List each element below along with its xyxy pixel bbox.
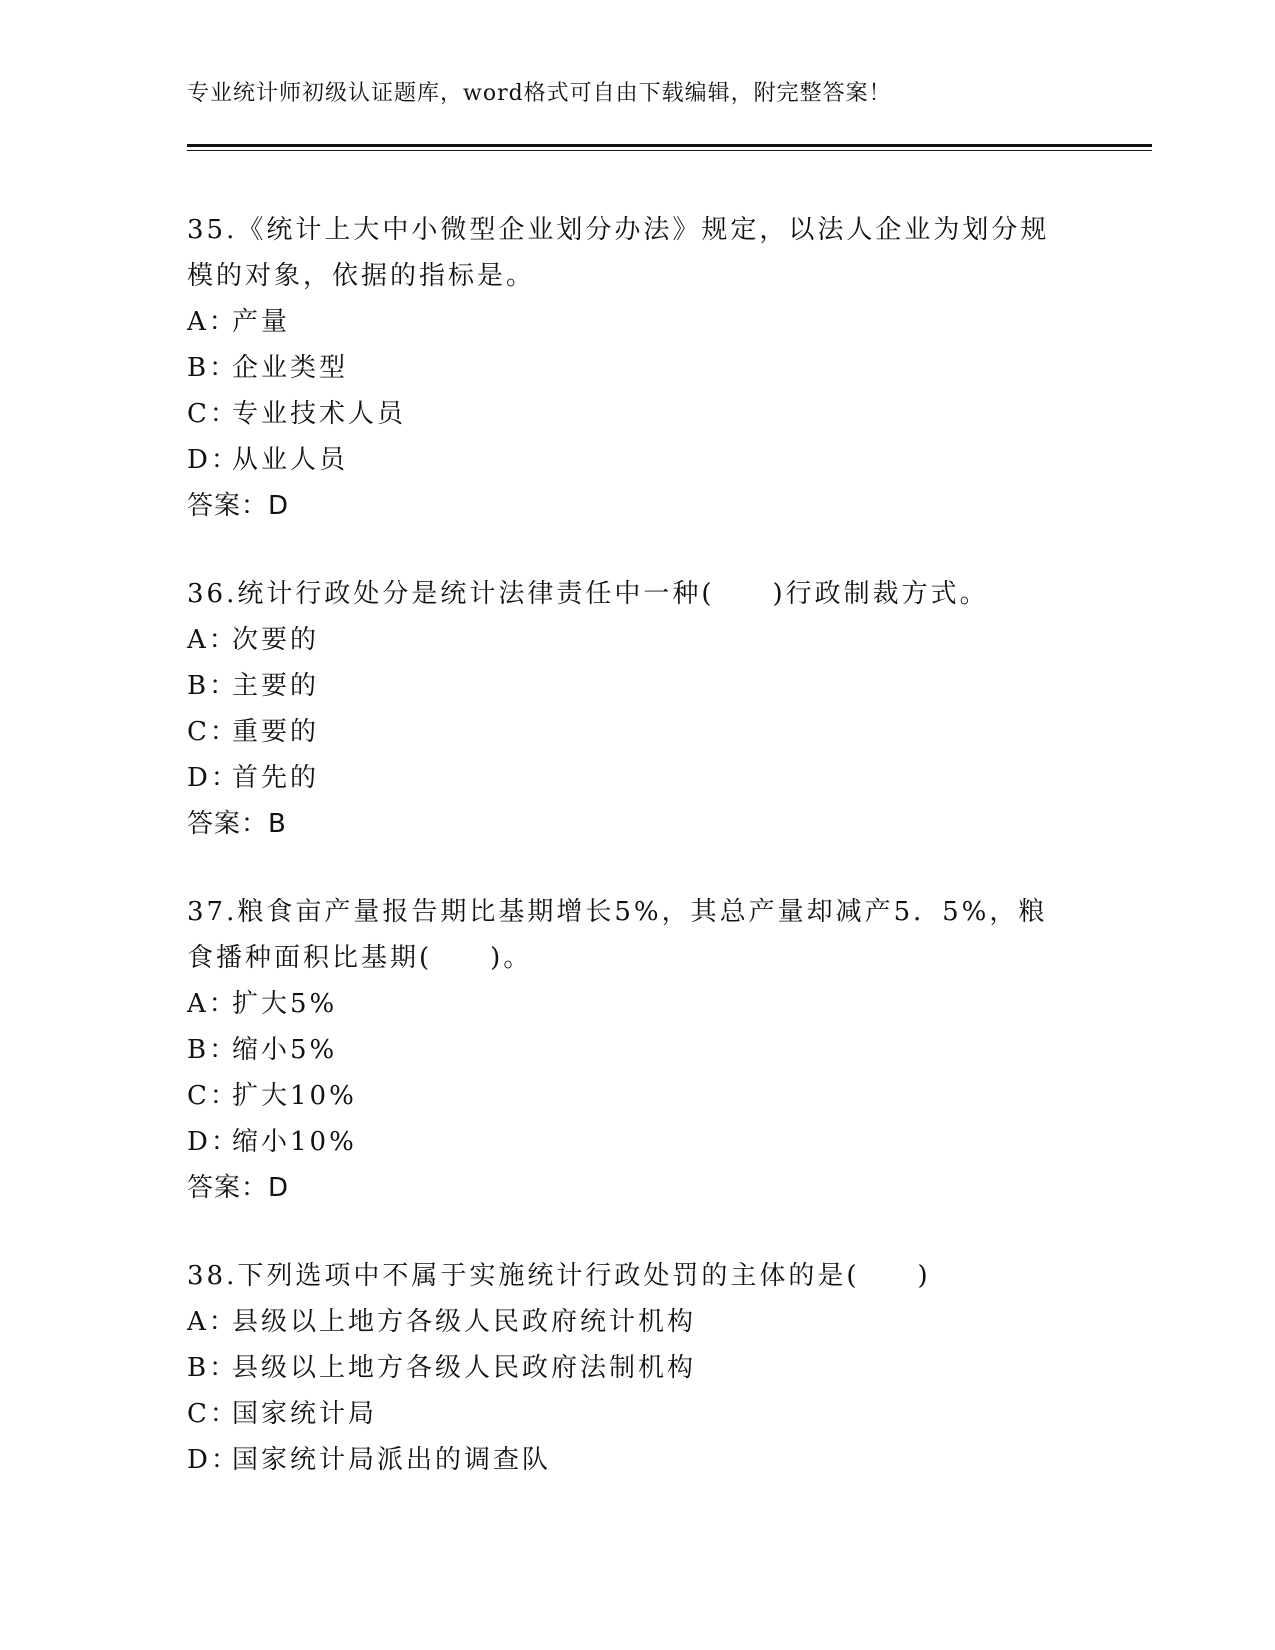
- option-text: 次要的: [232, 625, 320, 655]
- option-letter: A：: [187, 1307, 238, 1337]
- question-stem: 37.粮食亩产量报告期比基期增长5%，其总产量却减产5．5%，粮食播种面积比基期( )。: [187, 897, 1048, 973]
- option-letter: C：: [187, 1399, 239, 1429]
- answer-line: 答案：D: [187, 491, 290, 521]
- question-stem: 36.统计行政处分是统计法律责任中一种( )行政制裁方式。: [187, 579, 989, 609]
- option-text: 从业人员: [232, 445, 349, 475]
- option-text: 国家统计局: [232, 1399, 378, 1429]
- option-letter: C：: [187, 399, 239, 429]
- option-a: [187, 617, 1067, 663]
- option-d: [187, 1437, 1067, 1483]
- option-c: [187, 709, 1067, 755]
- header-note: 专业统计师初级认证题库，word格式可自由下载编辑，附完整答案！: [187, 81, 892, 106]
- question-stem: 35.《统计上大中小微型企业划分办法》规定，以法人企业为划分规模的对象，依据的指标是。: [187, 215, 1050, 291]
- option-text: 企业类型: [232, 353, 349, 383]
- option-text: 主要的: [232, 671, 320, 701]
- option-letter: D：: [187, 1445, 240, 1475]
- option-letter: B：: [187, 353, 239, 383]
- option-text: 国家统计局派出的调查队: [232, 1445, 552, 1475]
- option-letter: A：: [187, 989, 238, 1019]
- option-letter: C：: [187, 717, 239, 747]
- option-letter: B：: [187, 1035, 239, 1065]
- answer-line: 答案：D: [187, 1173, 290, 1203]
- header-divider: [187, 144, 1152, 147]
- option-b: [187, 1345, 1067, 1391]
- option-a: [187, 299, 1067, 345]
- answer-line: 答案：B: [187, 809, 287, 839]
- option-text: 县级以上地方各级人民政府法制机构: [232, 1353, 697, 1383]
- option-text: 县级以上地方各级人民政府统计机构: [232, 1307, 697, 1337]
- option-letter: B：: [187, 1353, 239, 1383]
- option-c: [187, 1391, 1067, 1437]
- header-divider-thin: [187, 150, 1152, 151]
- question-stem: 38.下列选项中不属于实施统计行政处罚的主体的是( ): [187, 1261, 931, 1291]
- option-text: 专业技术人员: [232, 399, 407, 429]
- option-b: [187, 663, 1067, 709]
- option-b: [187, 1027, 1067, 1073]
- option-letter: B：: [187, 671, 239, 701]
- option-a: [187, 981, 1067, 1027]
- option-text: 扩大5%: [232, 989, 338, 1019]
- option-letter: D：: [187, 1127, 240, 1157]
- question-list: [187, 207, 1067, 1525]
- option-letter: D：: [187, 763, 240, 793]
- option-d: [187, 437, 1067, 483]
- question-35: [187, 207, 1067, 529]
- option-text: 缩小5%: [232, 1035, 338, 1065]
- option-b: [187, 345, 1067, 391]
- option-text: 产量: [232, 307, 291, 337]
- option-c: [187, 1073, 1067, 1119]
- option-letter: D：: [187, 445, 240, 475]
- question-36: [187, 571, 1067, 847]
- option-letter: A：: [187, 625, 238, 655]
- option-text: 缩小10%: [232, 1127, 357, 1157]
- option-c: [187, 391, 1067, 437]
- question-38: [187, 1253, 1067, 1483]
- option-a: [187, 1299, 1067, 1345]
- option-text: 重要的: [232, 717, 320, 747]
- option-d: [187, 1119, 1067, 1165]
- option-letter: C：: [187, 1081, 239, 1111]
- option-text: 首先的: [232, 763, 320, 793]
- option-d: [187, 755, 1067, 801]
- option-text: 扩大10%: [232, 1081, 357, 1111]
- question-37: [187, 889, 1067, 1211]
- option-letter: A：: [187, 307, 238, 337]
